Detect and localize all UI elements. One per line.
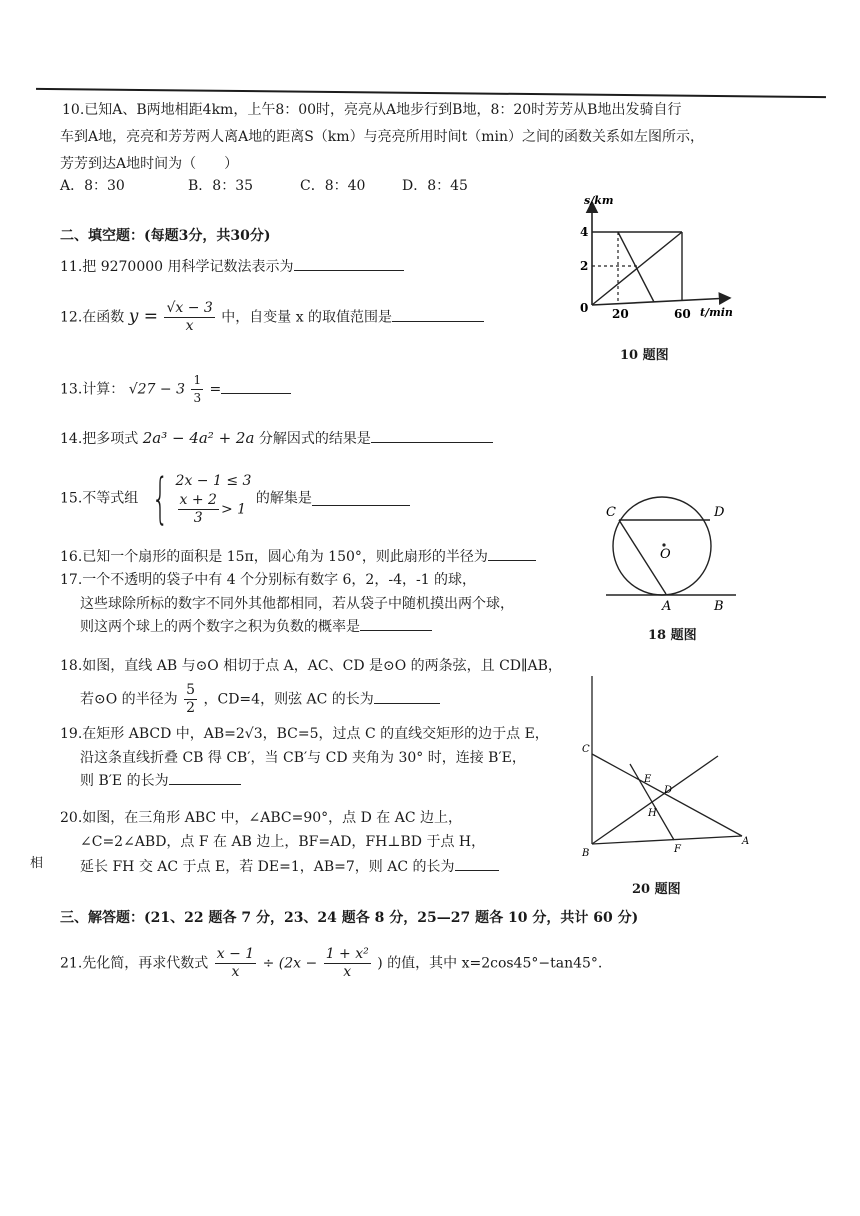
fig10-line-fangfang [618, 232, 654, 302]
fig20-label-a: A [742, 836, 750, 847]
q21-mid: ÷ (2x − [262, 955, 318, 972]
q10-line2: 车到A地，亮亮和芳芳两人离A地的距离S（km）与亮亮所用时间t（min）之间的函数关系如左图所示， [60, 129, 704, 145]
q13-prefix: 13.计算： [60, 381, 125, 398]
q17-line1: 17.一个不透明的袋子中有 4 个分别标有数字 6，2，-4，-1 的球， [60, 572, 477, 588]
q15-suffix: 的解集是 [255, 490, 312, 507]
q17-label: 则这两个球上的两个数字之积为负数的概率是 [80, 619, 360, 635]
section2-header: 二、填空题：(每题3分，共30分) [60, 228, 271, 244]
q21-text [60, 946, 602, 981]
q20-answer-blank [455, 856, 499, 871]
q15-ineq1: 2x − 1 ≤ 3 [175, 473, 252, 489]
q21-suffix: ) 的值，其中 x=2cos45°−tan45°. [377, 955, 603, 972]
q13-expr: √27 − 3 [128, 381, 185, 398]
q20-line1: 20.如图，在三角形 ABC 中，∠ABC=90°，点 D 在 AC 边上， [60, 810, 463, 826]
figure-10-caption: 10 题图 [620, 348, 669, 363]
q18-line1: 18.如图，直线 AB 与⊙O 相切于点 A，AC、CD 是⊙O 的两条弦，且 CD∥AB， [60, 658, 562, 674]
fig10-x-tick-60: 60 [674, 307, 691, 321]
fig10-y-axis-label: s/km [584, 194, 614, 207]
figure-20-caption: 20 题图 [632, 882, 681, 897]
q13-numerator: 1 [191, 372, 203, 390]
q20-line2: ∠C=2∠ABD，点 F 在 AB 边上，BF=AD，FH⊥BD 于点 H， [80, 834, 486, 850]
q21-numerator1: x − 1 [216, 946, 255, 962]
q11-answer-blank [294, 256, 404, 271]
q18-line2 [80, 682, 440, 717]
fig18-label-b: B [714, 599, 724, 614]
q13-suffix: = [209, 381, 222, 398]
q18-suffix: ，CD=4，则弦 AC 的长为 [203, 691, 374, 708]
q15-brace: { [151, 466, 169, 530]
fig18-label-a: A [662, 599, 672, 614]
q15-system [176, 470, 252, 527]
q19-label: 则 B′E 的长为 [80, 773, 169, 789]
fig10-x-axis-label: t/min [700, 306, 733, 319]
q14-expr: 2a³ − 4a² + 2a [142, 429, 255, 447]
q12-prefix: 12.在函数 [60, 309, 125, 326]
q16-answer-blank [488, 546, 536, 561]
q14-suffix: 分解因式的结果是 [258, 431, 371, 447]
q14-text [60, 428, 493, 449]
q19-line2: 沿这条直线折叠 CB 得 CB′，当 CB′与 CD 夹角为 30° 时，连接 B′E， [80, 750, 526, 766]
q20-label: 延长 FH 交 AC 于点 E，若 DE=1，AB=7，则 AC 的长为 [80, 859, 455, 875]
fig18-label-d: D [714, 505, 725, 520]
fig20-side-ab [592, 836, 742, 844]
q21-prefix: 21.先化简，再求代数式 [60, 955, 209, 972]
q19-line1: 19.在矩形 ABCD 中，AB=2√3，BC=5，过点 C 的直线交矩形的边于点 E， [60, 726, 549, 742]
fig20-label-e: E [644, 774, 652, 785]
q13-text [60, 372, 291, 407]
fig10-x-tick-20: 20 [612, 307, 629, 321]
q17-answer-blank [360, 616, 432, 631]
q15-ineq2 [176, 492, 252, 527]
q15-gt: > 1 [220, 501, 247, 518]
fig10-origin: 0 [580, 301, 589, 315]
figure-20-triangle [578, 672, 758, 862]
q18-prefix: 若⊙O 的半径为 [80, 691, 178, 708]
q19-line3 [80, 770, 241, 791]
fig20-line-fe [630, 764, 674, 840]
section3-header: 三、解答题：(21、22 题各 7 分，23、24 题各 8 分，25—27 题各 10 分，共计 60 分) [60, 910, 639, 926]
q14-prefix: 14.把多项式 [60, 431, 139, 447]
q15-text [60, 466, 410, 530]
q12-denominator: x [185, 318, 194, 334]
q21-denominator1: x [231, 964, 240, 980]
figure-18-caption: 18 题图 [648, 628, 697, 643]
q15-answer-blank [312, 491, 410, 506]
q17-line2: 这些球除所标的数字不同外其他都相同，若从袋子中随机摸出两个球， [80, 596, 514, 612]
q15-fraction [178, 492, 219, 527]
fig10-y-tick-4: 4 [580, 225, 589, 239]
q10-option-c: C．8：40 [300, 178, 366, 194]
q18-numerator: 5 [186, 682, 196, 698]
fig18-label-c: C [606, 505, 616, 520]
fig10-x-axis [592, 298, 730, 305]
q21-fraction1 [215, 946, 256, 981]
q10-option-b: B．8：35 [188, 178, 254, 194]
fig20-line-bd [592, 756, 718, 844]
q21-denominator2: x [343, 964, 352, 980]
q16-text [60, 546, 536, 567]
q12-text [60, 300, 484, 335]
fig10-y-tick-2: 2 [580, 259, 589, 273]
margin-char: 相 [30, 856, 44, 871]
q15-denominator: 3 [193, 510, 203, 526]
q21-fraction2 [324, 946, 371, 981]
q18-answer-blank [374, 689, 440, 704]
fig20-label-f: F [674, 844, 681, 855]
fig20-label-b: B [582, 848, 590, 859]
q12-numerator: √x − 3 [166, 300, 213, 316]
q15-numerator: x + 2 [179, 492, 217, 508]
q13-answer-blank [221, 379, 291, 394]
q13-fraction [191, 372, 203, 407]
q10-option-d: D．8：45 [402, 178, 468, 194]
q11-text [60, 256, 404, 277]
q13-denominator: 3 [193, 391, 202, 405]
q10-option-a: A．8：30 [60, 178, 125, 194]
q17-line3 [80, 616, 432, 637]
q15-prefix: 15.不等式组 [60, 490, 139, 507]
fig18-circle [613, 497, 711, 595]
figure-10-graph [570, 190, 740, 330]
fig20-label-d: D [664, 785, 673, 796]
q14-answer-blank [371, 428, 493, 443]
header-rule [36, 88, 826, 98]
q18-denominator: 2 [186, 700, 196, 716]
fig18-label-o: O [660, 547, 671, 562]
q19-answer-blank [169, 770, 241, 785]
q18-fraction [184, 682, 197, 717]
q12-y: y = [128, 306, 158, 327]
q10-line3: 芳芳到达A地时间为（ ） [60, 156, 239, 172]
fig18-chord-ca [619, 520, 666, 594]
q12-answer-blank [392, 307, 484, 322]
q20-line3 [80, 856, 499, 877]
q10-line1: 10.已知A、B两地相距4km，上午8：00时，亮亮从A地步行到B地，8：20时芳芳从B地出发骑自行 [62, 102, 682, 118]
q11-label: 11.把 9270000 用科学记数法表示为 [60, 259, 294, 275]
q16-label: 16.已知一个扇形的面积是 15π，圆心角为 150°，则此扇形的半径为 [60, 549, 488, 565]
figure-18-circle [600, 490, 740, 620]
q21-numerator2: 1 + x² [325, 946, 369, 962]
fig20-label-c: C [582, 744, 590, 755]
q12-suffix: 中，自变量 x 的取值范围是 [221, 309, 393, 326]
fig20-label-h: H [648, 808, 657, 819]
q12-fraction [164, 300, 214, 335]
